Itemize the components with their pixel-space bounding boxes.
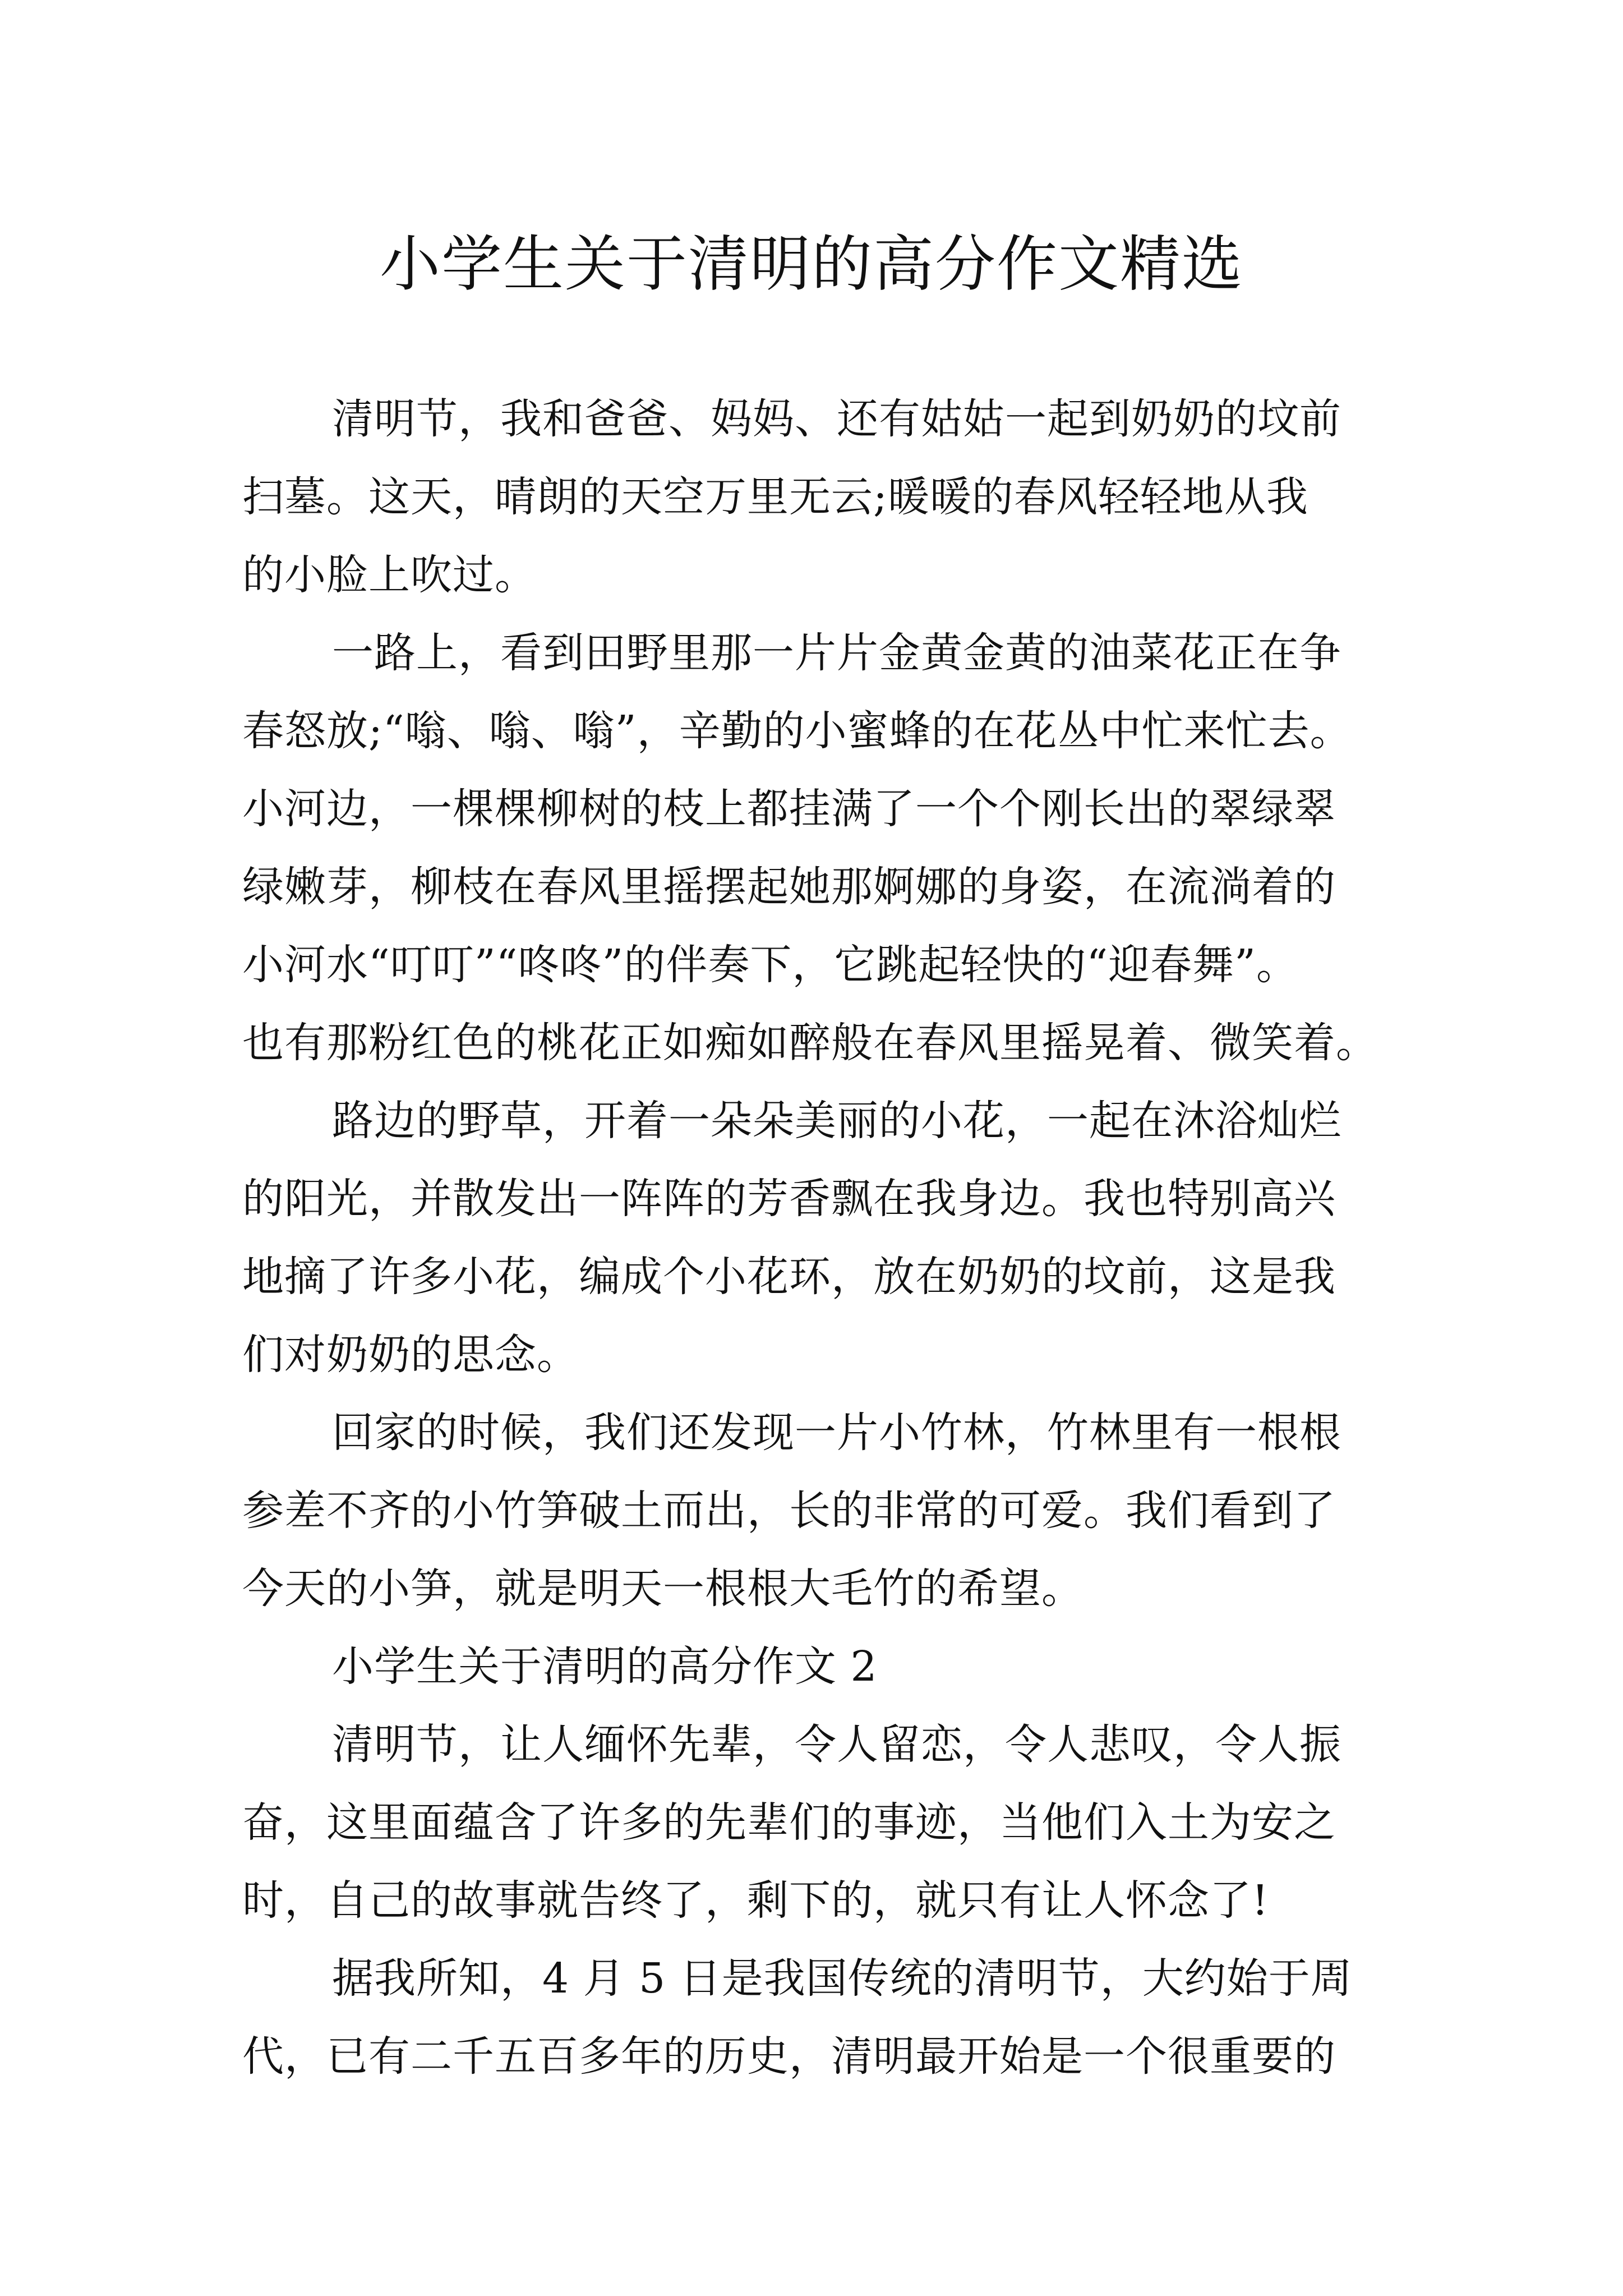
text-line: 春怒放;“嗡、嗡、嗡”，辛勤的小蜜蜂的在花丛中忙来忙去。 <box>242 707 1352 755</box>
text-line: 据我所知，4 月 5 日是我国传统的清明节，大约始于周 <box>332 1954 1353 2003</box>
text-line: 清明节，我和爸爸、妈妈、还有姑姑一起到奶奶的坟前 <box>332 395 1341 443</box>
text-line: 的阳光，并散发出一阵阵的芳香飘在我身边。我也特别高兴 <box>242 1175 1336 1223</box>
text-line: 路边的野草，开着一朵朵美丽的小花，一起在沐浴灿烂 <box>332 1097 1341 1145</box>
text-line: 们对奶奶的思念。 <box>242 1331 579 1379</box>
text-line: 小河边，一棵棵柳树的枝上都挂满了一个个刚长出的翠绿翠 <box>242 785 1336 833</box>
text-line: 代，已有二千五百多年的历史，清明最开始是一个很重要的 <box>242 2032 1336 2081</box>
text-line: 今天的小笋，就是明天一根根大毛竹的希望。 <box>242 1565 1083 1613</box>
text-line: 回家的时候，我们还发现一片小竹林，竹林里有一根根 <box>332 1409 1341 1457</box>
text-line: 参差不齐的小竹笋破土而出，长的非常的可爱。我们看到了 <box>242 1487 1336 1535</box>
text-line: 小河水“叮叮”“咚咚”的伴奏下，它跳起轻快的“迎春舞”。 <box>242 941 1298 989</box>
text-line: 地摘了许多小花，编成个小花环，放在奶奶的坟前，这是我 <box>242 1253 1336 1301</box>
document-title: 小学生关于清明的高分作文精选 <box>379 229 1243 300</box>
document-body <box>242 380 1420 2096</box>
text-line: 时，自己的故事就告终了，剩下的，就只有让人怀念了! <box>242 1876 1269 1925</box>
text-line: 奋，这里面蕴含了许多的先辈们的事迹，当他们入土为安之 <box>242 1798 1336 1847</box>
text-line: 的小脸上吹过。 <box>242 551 537 599</box>
text-line: 清明节，让人缅怀先辈，令人留恋，令人悲叹，令人振 <box>332 1720 1341 1769</box>
text-line: 一路上，看到田野里那一片片金黄金黄的油菜花正在争 <box>332 629 1341 677</box>
text-line: 扫墓。这天，晴朗的天空万里无云;暖暖的春风轻轻地从我 <box>242 473 1308 521</box>
text-line: 也有那粉红色的桃花正如痴如醉般在春风里摇晃着、微笑着。 <box>242 1019 1378 1067</box>
text-line: 绿嫩芽，柳枝在春风里摇摆起她那婀娜的身姿，在流淌着的 <box>242 863 1336 911</box>
section-heading: 小学生关于清明的高分作文 2 <box>332 1642 878 1691</box>
